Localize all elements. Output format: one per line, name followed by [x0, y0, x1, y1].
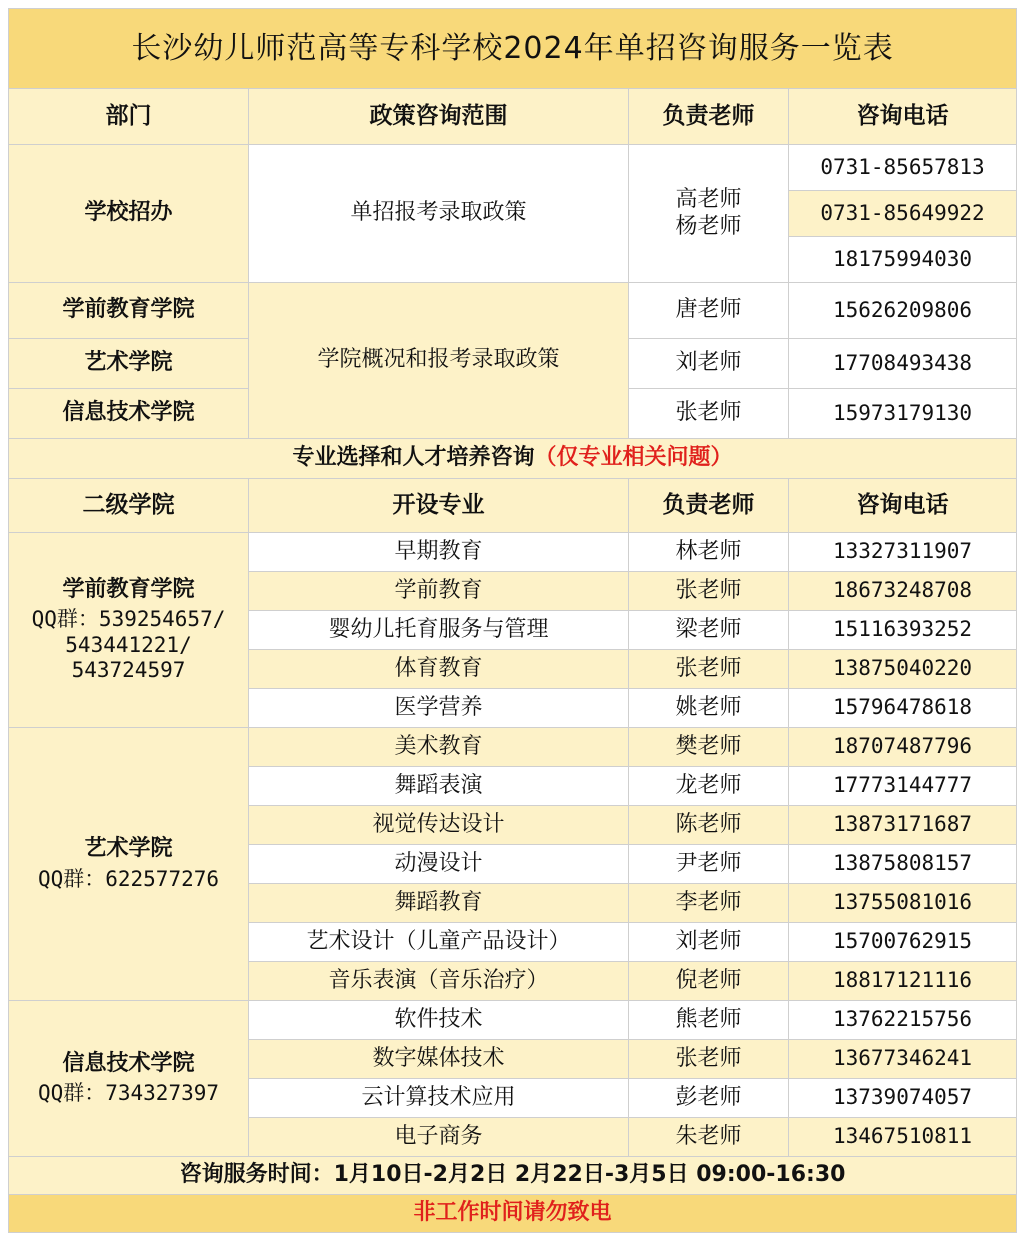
header-teacher: 负责老师	[629, 89, 789, 145]
teacher-name: 刘老师	[629, 339, 789, 389]
teacher-name: 梁老师	[629, 611, 789, 650]
college-policy-scope: 学院概况和报考录取政策	[249, 283, 629, 439]
phone-number: 15700762915	[789, 923, 1017, 962]
phone-number: 15796478618	[789, 689, 1017, 728]
banner-note: （仅专业相关问题）	[534, 445, 733, 471]
header-major: 开设专业	[249, 479, 629, 533]
school-office-teachers	[629, 145, 789, 283]
phone-number: 13327311907	[789, 533, 1017, 572]
phone-number: 13467510811	[789, 1118, 1017, 1157]
phone-number: 15116393252	[789, 611, 1017, 650]
teacher-name: 杨老师	[675, 213, 742, 239]
teacher-name: 彭老师	[629, 1079, 789, 1118]
major-name: 云计算技术应用	[249, 1079, 629, 1118]
page-title: 长沙幼儿师范高等专科学校2024年单招咨询服务一览表	[9, 9, 1017, 89]
teacher-name: 张老师	[629, 1040, 789, 1079]
off-hours-warning: 非工作时间请勿致电	[9, 1195, 1017, 1233]
major-name: 学前教育	[249, 572, 629, 611]
major-name: 医学营养	[249, 689, 629, 728]
teacher-name: 熊老师	[629, 1001, 789, 1040]
major-name: 体育教育	[249, 650, 629, 689]
qq-group: QQ群：734327397	[37, 1081, 220, 1106]
qq-group: QQ群：622577276	[37, 866, 220, 891]
phone-number: 13755081016	[789, 884, 1017, 923]
teacher-name: 倪老师	[629, 962, 789, 1001]
teacher-name: 张老师	[629, 650, 789, 689]
phone-number: 18673248708	[789, 572, 1017, 611]
major-name: 音乐表演（音乐治疗）	[249, 962, 629, 1001]
phone-number: 13873171687	[789, 806, 1017, 845]
teacher-name: 张老师	[629, 389, 789, 439]
major-row	[9, 533, 1017, 572]
teacher-name: 刘老师	[629, 923, 789, 962]
phone-number: 17708493438	[789, 339, 1017, 389]
college-department: 学前教育学院	[9, 283, 249, 339]
qq-group: 543724597	[71, 657, 186, 682]
school-office-department: 学校招办	[9, 145, 249, 283]
college-group-preschool	[9, 533, 249, 728]
phone-number: 0731-85657813	[789, 145, 1017, 191]
college-name: 信息技术学院	[62, 1050, 195, 1076]
major-section-banner	[9, 439, 1017, 479]
school-office-row	[9, 145, 1017, 191]
college-group-art	[9, 728, 249, 1001]
phone-number: 18707487796	[789, 728, 1017, 767]
teacher-name: 李老师	[629, 884, 789, 923]
phone-number: 17773144777	[789, 767, 1017, 806]
college-name: 艺术学院	[84, 836, 173, 862]
major-name: 婴幼儿托育服务与管理	[249, 611, 629, 650]
major-name: 动漫设计	[249, 845, 629, 884]
teacher-name: 林老师	[629, 533, 789, 572]
school-office-scope: 单招报考录取政策	[249, 145, 629, 283]
header-phone: 咨询电话	[789, 89, 1017, 145]
phone-number: 13875808157	[789, 845, 1017, 884]
consultation-table	[8, 8, 1017, 1233]
header-college: 二级学院	[9, 479, 249, 533]
college-department: 信息技术学院	[9, 389, 249, 439]
qq-group: QQ群：539254657/	[31, 607, 226, 632]
phone-number: 13762215756	[789, 1001, 1017, 1040]
college-department: 艺术学院	[9, 339, 249, 389]
major-name: 软件技术	[249, 1001, 629, 1040]
major-header-row	[9, 479, 1017, 533]
teacher-name: 张老师	[629, 572, 789, 611]
major-name: 舞蹈教育	[249, 884, 629, 923]
major-name: 数字媒体技术	[249, 1040, 629, 1079]
major-name: 视觉传达设计	[249, 806, 629, 845]
teacher-name: 尹老师	[629, 845, 789, 884]
major-name: 电子商务	[249, 1118, 629, 1157]
teacher-name: 朱老师	[629, 1118, 789, 1157]
teacher-name: 姚老师	[629, 689, 789, 728]
phone-number: 15626209806	[789, 283, 1017, 339]
phone-number: 18175994030	[789, 237, 1017, 283]
header-department: 部门	[9, 89, 249, 145]
major-name: 艺术设计（儿童产品设计）	[249, 923, 629, 962]
service-time: 咨询服务时间：1月10日-2月2日 2月22日-3月5日 09:00-16:30	[9, 1157, 1017, 1195]
phone-number: 18817121116	[789, 962, 1017, 1001]
teacher-name: 唐老师	[629, 283, 789, 339]
qq-group: 543441221/	[65, 632, 192, 657]
major-name: 美术教育	[249, 728, 629, 767]
header-policy-scope: 政策咨询范围	[249, 89, 629, 145]
major-row	[9, 1001, 1017, 1040]
college-policy-row	[9, 283, 1017, 339]
phone-number: 13875040220	[789, 650, 1017, 689]
header-teacher: 负责老师	[629, 479, 789, 533]
major-name: 早期教育	[249, 533, 629, 572]
college-group-it	[9, 1001, 249, 1157]
teacher-name: 樊老师	[629, 728, 789, 767]
phone-number: 0731-85649922	[789, 191, 1017, 237]
phone-number: 13677346241	[789, 1040, 1017, 1079]
teacher-name: 陈老师	[629, 806, 789, 845]
header-phone: 咨询电话	[789, 479, 1017, 533]
major-name: 舞蹈表演	[249, 767, 629, 806]
teacher-name: 龙老师	[629, 767, 789, 806]
major-row	[9, 728, 1017, 767]
banner-text: 专业选择和人才培养咨询	[292, 445, 535, 471]
policy-header-row	[9, 89, 1017, 145]
teacher-name: 高老师	[675, 187, 742, 213]
phone-number: 15973179130	[789, 389, 1017, 439]
phone-number: 13739074057	[789, 1079, 1017, 1118]
college-name: 学前教育学院	[62, 577, 195, 603]
